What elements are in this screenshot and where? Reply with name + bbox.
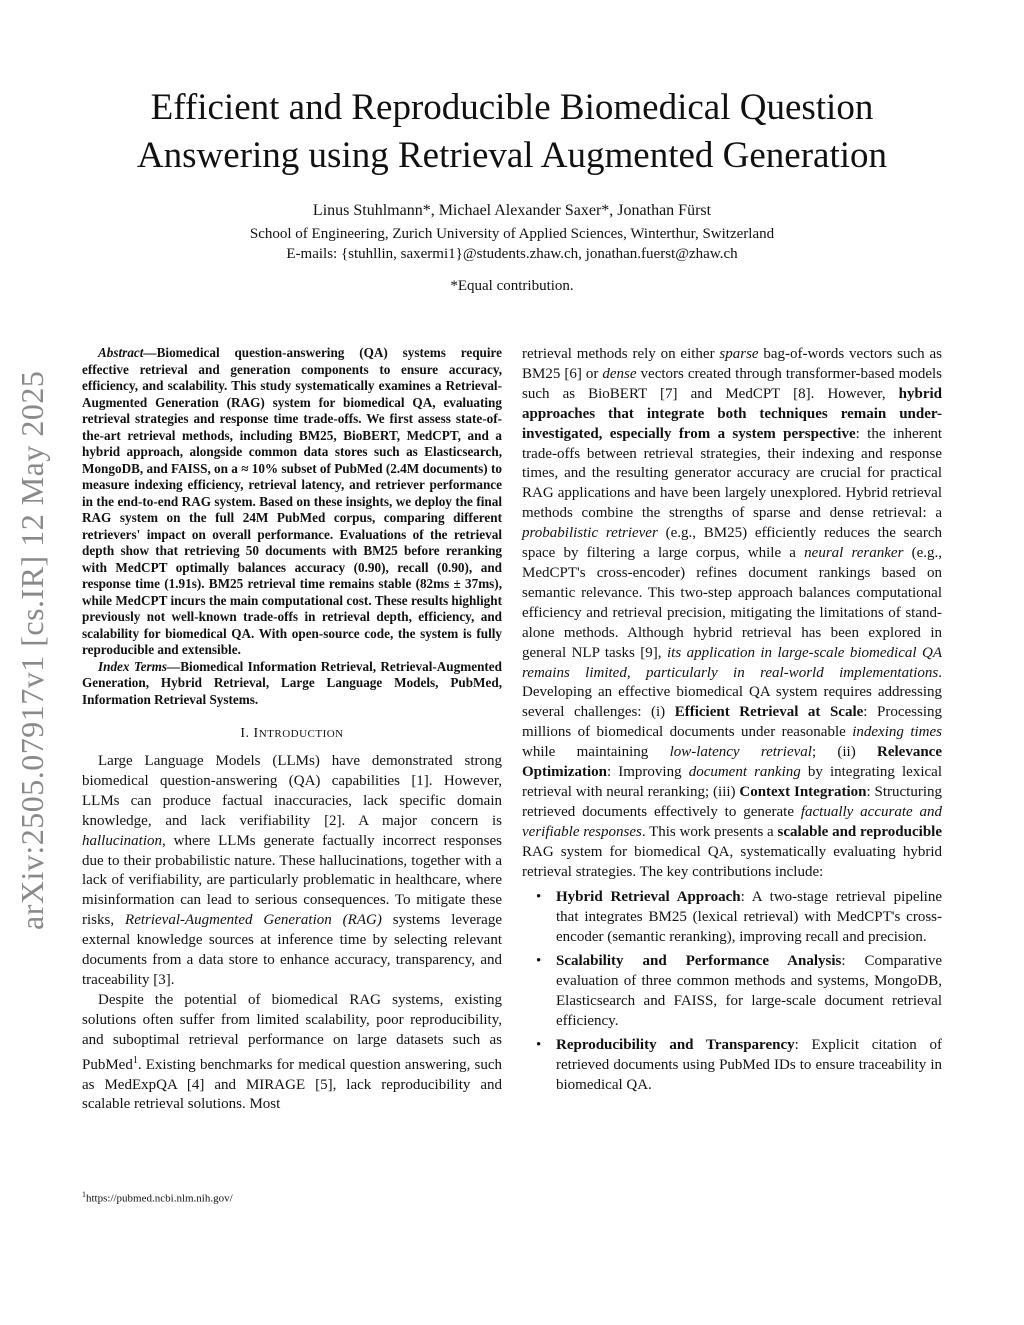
intro-paragraph-1 xyxy=(82,752,502,991)
intro-p1-rag: Retrieval-Augmented Generation (RAG) xyxy=(125,912,382,929)
right-text-14: . This work presents a xyxy=(641,823,778,840)
right-dense: dense xyxy=(602,365,637,382)
footnote-mark: 1 xyxy=(82,1190,86,1199)
right-text-5: (e.g., BM25) efficiently reduces the search space by filtering a large corpus, while a xyxy=(522,525,942,562)
right-text-11: : Improving xyxy=(607,764,689,781)
right-efficient-retrieval: Efficient Retrieval at Scale xyxy=(674,704,864,721)
right-paragraph xyxy=(522,345,942,882)
equal-contribution-note: *Equal contribution. xyxy=(450,278,574,294)
right-hybrid-emphasis: hybrid approaches that integrate both techniques remain under-investigated, especially from a system perspective xyxy=(522,385,942,442)
right-text-12: by integrating lexical retrieval with neural reranking; (iii) xyxy=(522,764,942,800)
intro-p2-text-a: Despite the potential of biomedical RAG systems, existing solutions often suffer from limited scalability, poor reproducibility, and suboptimal retrieval performance on large datasets such as PubMed xyxy=(82,991,502,1073)
arxiv-identifier: arXiv:2505.07917v1 [cs.IR] 12 May 2025 xyxy=(14,370,50,930)
index-terms-text: Biomedical Information Retrieval, Retrieval-Augmented Generation, Hybrid Retrieval, Large Language Models, PubMed, Information Retrieval Systems. xyxy=(82,658,502,707)
footnote-url: https://pubmed.ncbi.nlm.nih.gov/ xyxy=(86,1192,233,1205)
right-text-8: : Processing millions of biomedical documents under reasonable xyxy=(522,704,942,741)
emails: E-mails: {stuhllin, saxermi1}@students.zhaw.ch, jonathan.fuerst@zhaw.ch xyxy=(286,246,738,262)
footnote-marker: 1 xyxy=(132,1054,138,1066)
section-heading-introduction xyxy=(82,726,502,742)
right-text-4: : the inherent trade-offs between retrieval strategies, their indexing and response times, and the resulting generator accuracy are crucial for practical RAG applications and have been largely unexplored. Hybrid retrieval methods combine the strengths of sparse and dense retrieval: a xyxy=(522,425,942,522)
title-line-2: Answering using Retrieval Augmented Generation xyxy=(136,135,888,176)
right-text-7: . Developing an effective biomedical QA system requires addressing several challenges: (i) xyxy=(522,664,942,721)
right-scalable-reproducible: scalable and reproducible xyxy=(777,823,942,840)
section-number: I. xyxy=(240,726,250,741)
intro-p1-hallucination: hallucination xyxy=(82,832,162,849)
bullet-text: : Explicit citation of retrieved documents using PubMed IDs to ensure traceability in biomedical QA. xyxy=(556,1036,942,1093)
intro-p1-text-a: Large Language Models (LLMs) have demonstrated strong biomedical question-answering (QA) capabilities [1]. However, LLMs can produce factual inaccuracies, lack specific domain knowledge, and lack verifiability [2]. A major concern is xyxy=(82,753,502,829)
bullet-head: Scalability and Performance Analysis xyxy=(556,953,842,970)
abstract-text: Biomedical question-answering (QA) systems require effective retrieval and generation components to ensure accuracy, efficiency, and scalability. This study systematically examines a Retrieval-Augmented Generation (RAG) system for biomedical QA, evaluating retrieval strategies and response time trade-offs. We first assess state-of-the-art retrieval methods, including BM25, BioBERT, MedCPT, and a hybrid approach, alongside common data stores such as Elasticsearch, MongoDB, and FAISS, on a ≈ 10% subset of PubMed (2.4M documents) to measure indexing efficiency, retrieval latency, and retriever performance in the end-to-end RAG system. Based on these insights, we deploy the final RAG system on the full 24M PubMed corpus, comparing different retrievers' impact on overall performance. Evaluations of the retrieval depth show that retrieving 50 documents with BM25 before reranking with MedCPT optimally balances accuracy (0.90), recall (0.90), and response time (1.91s). BM25 retrieval time remains stable (82ms ± 37ms), while MedCPT incurs the main computational cost. These results highlight previously not well-known trade-offs in retrieval depth, efficiency, and scalability for biomedical QA. With open-source code, the system is fully reproducible and extensible. xyxy=(82,345,502,657)
bullet-text: : A two-stage retrieval pipeline that integrates BM25 (lexical retrieval) with MedCPT's cross-encoder (semantic reranking), improving recall and precision. xyxy=(556,889,942,946)
right-text-13: : Structuring retrieved documents effectively to generate xyxy=(522,783,942,820)
abstract-lead: Abstract— xyxy=(98,345,157,360)
abstract xyxy=(82,345,502,659)
title-line-1: Efficient and Reproducible Biomedical Question xyxy=(150,87,874,128)
right-text-3: vectors created through transformer-based models such as BioBERT [7] and MedCPT [8]. However, xyxy=(522,365,943,402)
right-probabilistic: probabilistic retriever xyxy=(522,525,658,542)
right-neural-reranker: neural reranker xyxy=(804,545,904,562)
intro-p1-text-b: , where LLMs generate factually incorrect responses due to their probabilistic nature. These hallucinations, together with a lack of verifiability, are particularly problematic in healthcare, where misinformation can lead to serious consequences. To mitigate these risks, xyxy=(82,832,502,929)
contributions-list xyxy=(522,888,942,1095)
intro-p2-text-b: . Existing benchmarks for medical question answering, such as MedExpQA [4] and MIRAGE [5], lack reproducibility and scalable retrieval solutions. Most xyxy=(82,1056,502,1113)
left-column xyxy=(82,345,502,1115)
section-title-first: I xyxy=(253,726,259,741)
right-text-2: bag-of-words vectors such as BM25 [6] or xyxy=(522,346,942,382)
right-text-1: retrieval methods rely on either xyxy=(522,346,720,362)
bullet-head: Reproducibility and Transparency xyxy=(556,1036,795,1053)
right-text-9: while maintaining xyxy=(522,744,670,761)
bullet-text: : Comparative evaluation of three common methods and systems, MongoDB, Elasticsearch and FAISS, for large-scale document retrieval efficiency. xyxy=(556,953,942,1029)
right-application: its application in large-scale biomedical QA remains limited, particularly in real-world implementations xyxy=(522,644,942,681)
list-item xyxy=(556,952,942,1032)
intro-paragraph-2 xyxy=(82,991,502,1115)
section-title-rest: NTRODUCTION xyxy=(258,728,344,740)
right-sparse: sparse xyxy=(719,346,759,362)
affiliation: School of Engineering, Zurich University of Applied Sciences, Winterthur, Switzerland xyxy=(249,226,775,242)
right-indexing-times: indexing times xyxy=(852,724,942,741)
intro-p1-text-c: systems leverage external knowledge sources at inference time by selecting relevant documents from a data store to enhance accuracy, transparency, and traceability [3]. xyxy=(82,912,502,988)
right-context-integration: Context Integration xyxy=(739,783,867,800)
right-text-10: ; (ii) xyxy=(811,744,878,761)
authors: Linus Stuhlmann*, Michael Alexander Saxer*, Jonathan Fürst xyxy=(312,202,712,219)
right-text-6: (e.g., MedCPT's cross-encoder) refines document rankings based on semantic relevance. This two-step approach balances computational efficiency and retrieval precision, mitigating the limitations of stand-alone methods. Although hybrid retrieval has been explored in general NLP tasks [9], xyxy=(522,545,943,661)
index-terms xyxy=(82,659,502,709)
right-document-ranking: document ranking xyxy=(688,764,801,781)
index-terms-lead: Index Terms— xyxy=(98,658,181,674)
bullet-head: Hybrid Retrieval Approach xyxy=(556,889,741,906)
right-relevance-optimization: Relevance Optimization xyxy=(522,744,942,781)
paper-title xyxy=(60,84,964,180)
right-text-15: RAG system for biomedical QA, systematically evaluating hybrid retrieval strategies. The key contributions include: xyxy=(522,843,942,880)
right-column xyxy=(522,345,942,1100)
list-item xyxy=(556,888,942,948)
list-item xyxy=(556,1036,942,1096)
footnote xyxy=(82,1188,502,1206)
right-low-latency: low-latency retrieval xyxy=(669,744,812,761)
right-factually-accurate: factually accurate and verifiable responses xyxy=(522,803,942,840)
